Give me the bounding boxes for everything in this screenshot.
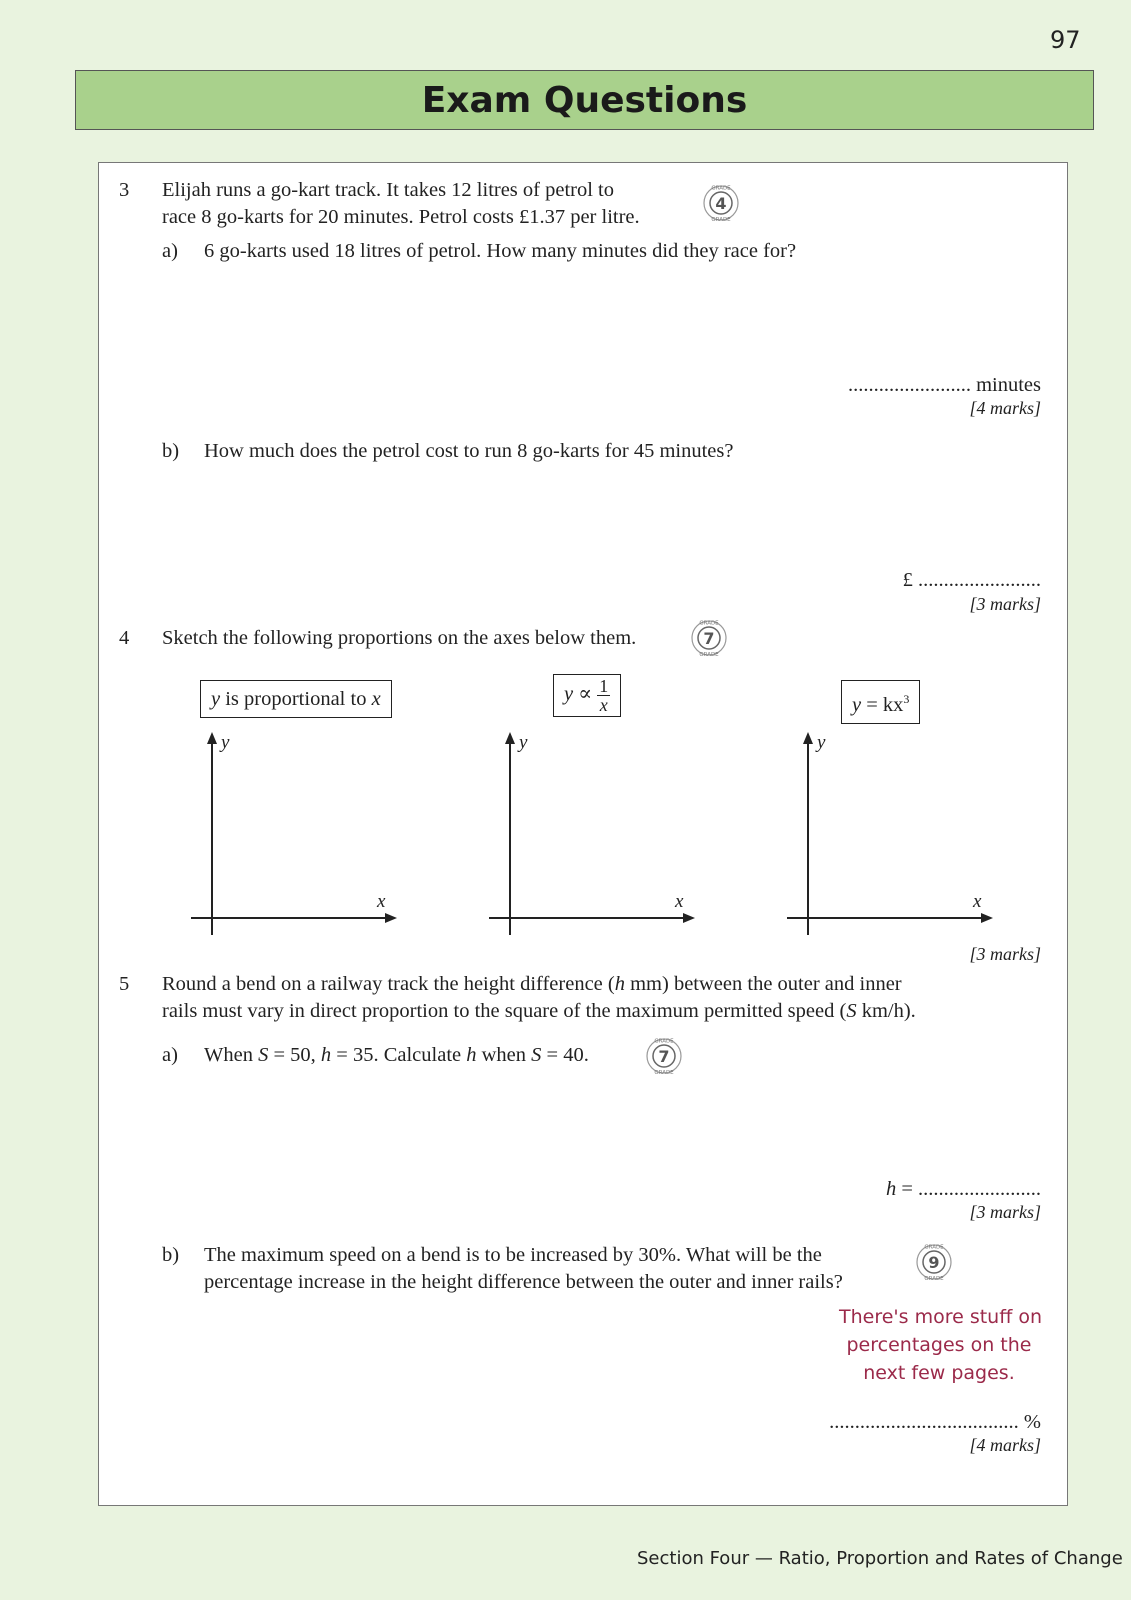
q5b-label: b) bbox=[162, 1244, 180, 1266]
svg-text:GRADE: GRADE bbox=[699, 620, 719, 627]
axes-graph-1[interactable] bbox=[187, 728, 407, 943]
q3b-marks: [3 marks] bbox=[969, 594, 1041, 614]
q5a-text: When S = 50, h = 35. Calculate h when S = 40. bbox=[204, 1044, 589, 1066]
question-sheet bbox=[98, 162, 1068, 1506]
q3a-label: a) bbox=[162, 240, 178, 262]
svg-text:7: 7 bbox=[658, 1047, 670, 1066]
svg-text:x: x bbox=[675, 891, 684, 912]
svg-text:GRADE: GRADE bbox=[654, 1070, 674, 1076]
page-title: Exam Questions bbox=[421, 79, 748, 121]
svg-text:GRADE: GRADE bbox=[924, 1244, 944, 1251]
svg-text:9: 9 bbox=[928, 1253, 940, 1272]
q5-line1: Round a bend on a railway track the height difference (h mm) between the outer and inner bbox=[162, 973, 902, 995]
q5a-marks: [3 marks] bbox=[969, 1202, 1041, 1222]
svg-text:4: 4 bbox=[715, 194, 727, 213]
q4-number: 4 bbox=[119, 627, 130, 649]
q3-intro-line2: race 8 go-karts for 20 minutes. Petrol costs £1.37 per litre. bbox=[162, 206, 640, 228]
page-number: 97 bbox=[1050, 26, 1081, 54]
svg-text:GRADE: GRADE bbox=[711, 185, 731, 192]
svg-text:y: y bbox=[817, 732, 826, 753]
grade-badge-icon bbox=[689, 618, 729, 658]
svg-text:x: x bbox=[973, 891, 982, 912]
svg-text:y: y bbox=[221, 732, 230, 753]
q5b-line2: percentage increase in the height difference between the outer and inner rails? bbox=[204, 1271, 843, 1293]
q3a-text: 6 go-karts used 18 litres of petrol. How many minutes did they race for? bbox=[204, 240, 797, 262]
q5b-marks: [4 marks] bbox=[969, 1435, 1041, 1455]
svg-text:GRADE: GRADE bbox=[654, 1038, 674, 1045]
proportion-box-2: y ∝ $\frac{1}{x}$ bbox=[553, 674, 621, 717]
axes-graph-2[interactable] bbox=[485, 728, 705, 943]
q4-text: Sketch the following proportions on the axes below them. bbox=[162, 627, 637, 649]
grade-badge-icon bbox=[914, 1242, 954, 1282]
q5b-answer-line[interactable]: ..................................... % bbox=[829, 1411, 1041, 1433]
q4-marks: [3 marks] bbox=[969, 944, 1041, 964]
proportion-box-3: $y = kx^3$ bbox=[841, 680, 920, 724]
q3a-marks: [4 marks] bbox=[969, 398, 1041, 418]
svg-text:7: 7 bbox=[703, 629, 715, 648]
svg-text:y: y bbox=[519, 732, 528, 753]
svg-text:GRADE: GRADE bbox=[699, 652, 719, 658]
svg-text:GRADE: GRADE bbox=[924, 1276, 944, 1282]
grade-badge-icon bbox=[701, 183, 741, 223]
proportion-box-1: y is proportional to x bbox=[200, 680, 392, 718]
q3b-answer-line[interactable]: £ ........................ bbox=[902, 569, 1041, 591]
svg-text:GRADE: GRADE bbox=[711, 217, 731, 223]
q5-line2: rails must vary in direct proportion to the square of the maximum permitted speed (S km/h). bbox=[162, 1000, 916, 1022]
tip-note: There's more stuff on percentages on the next few pages. bbox=[839, 1306, 1043, 1384]
q3-number: 3 bbox=[119, 179, 130, 201]
axes-graph-3[interactable] bbox=[783, 728, 1003, 943]
q3a-answer-line[interactable]: ........................ minutes bbox=[847, 374, 1041, 396]
grade-badge-icon bbox=[644, 1036, 684, 1076]
q3b-label: b) bbox=[162, 440, 180, 462]
q3-intro-line1: Elijah runs a go-kart track. It takes 12 litres of petrol to bbox=[162, 179, 615, 201]
q5a-answer-line[interactable]: h = ........................ bbox=[885, 1178, 1041, 1200]
section-footer: Section Four — Ratio, Proportion and Rates of Change bbox=[637, 1548, 1123, 1569]
q5a-label: a) bbox=[162, 1044, 178, 1066]
q5b-line1: The maximum speed on a bend is to be increased by 30%. What will be the bbox=[204, 1244, 822, 1266]
q5-number: 5 bbox=[119, 973, 130, 995]
svg-text:x: x bbox=[377, 891, 386, 912]
title-banner bbox=[75, 70, 1094, 130]
q3b-text: How much does the petrol cost to run 8 go-karts for 45 minutes? bbox=[204, 440, 734, 462]
